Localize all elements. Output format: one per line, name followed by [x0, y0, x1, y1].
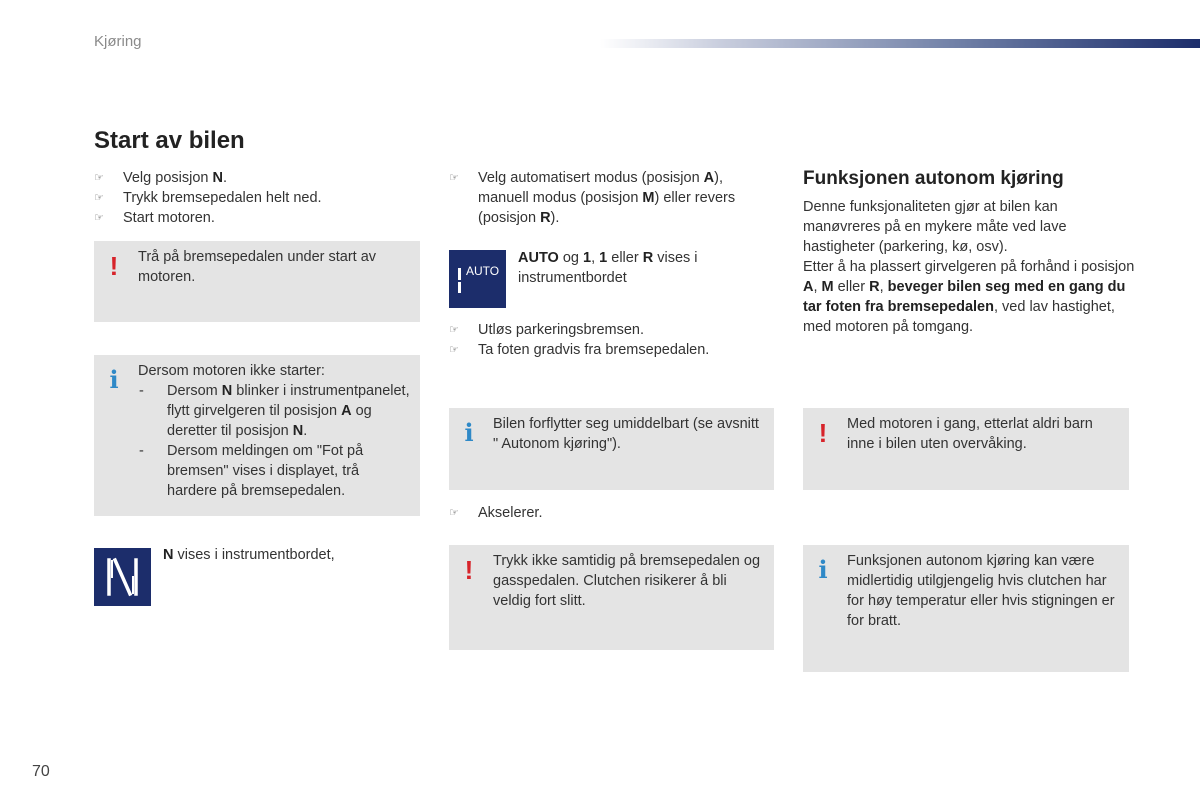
- paragraph: Denne funksjonaliteten gjør at bilen kan manøvreres på en mykere måte ved lave hastigheter (parkering, kø, osv).: [803, 199, 1067, 255]
- warning-text: Med motoren i gang, etterlat aldri barn inne i bilen uten overvåking.: [847, 416, 1093, 452]
- info-box-car-moves: [449, 408, 774, 490]
- mode-step-list: [449, 168, 767, 228]
- warning-box-pedals: [449, 545, 774, 650]
- brake-release-steps-list: [449, 320, 767, 360]
- pointing-hand-icon: ☞: [449, 171, 459, 184]
- warning-text: Trykk ikke samtidig på bremsepedalen og gasspedalen. Clutchen risikerer å bli veldig fort slitt.: [493, 553, 761, 609]
- pointing-hand-icon: ☞: [449, 323, 459, 336]
- page-title: Start av bilen: [94, 127, 245, 154]
- list-item: - Dersom meldingen om "Fot på bremsen" vises i displayet, trå hardere på bremsepedalen.: [139, 443, 364, 499]
- info-text: Bilen forflytter seg umiddelbart (se avsnitt " Autonom kjøring").: [493, 416, 759, 452]
- info-box-engine-not-starting: [94, 355, 420, 516]
- exclamation-icon: !: [464, 555, 474, 585]
- info-sublist: [138, 381, 412, 501]
- list-item: - Dersom N blinker i instrumentpanelet, flytt girvelgeren til posisjon A og deretter til posisjon N.: [139, 383, 410, 439]
- warning-box-children: [803, 408, 1129, 490]
- info-text: [138, 361, 412, 501]
- exclamation-icon: !: [818, 418, 828, 448]
- list-item: ☞ Velg posisjon N.: [94, 170, 227, 186]
- auto-mode-display-icon: [449, 250, 506, 308]
- accelerate-step-list: [449, 503, 767, 523]
- n-display-caption: N vises i instrumentbordet,: [163, 547, 335, 563]
- info-icon: i: [464, 418, 474, 447]
- pointing-hand-icon: ☞: [449, 506, 459, 519]
- list-item: ☞ Ta foten gradvis fra bremsepedalen.: [449, 342, 710, 358]
- pointing-hand-icon: ☞: [94, 211, 104, 224]
- exclamation-icon: !: [109, 251, 119, 281]
- pointing-hand-icon: ☞: [449, 343, 459, 356]
- info-icon: i: [818, 555, 828, 584]
- pointing-hand-icon: ☞: [94, 171, 104, 184]
- gear-n-display-icon: [94, 548, 151, 606]
- list-item: ☞ Velg automatisert modus (posisjon A), manuell modus (posisjon M) eller revers (posisjon R).: [449, 170, 736, 226]
- paragraph: Etter å ha plassert girvelgeren på forhånd i posisjon A, M eller R, beveger bilen seg med en gang du tar foten fra bremsepedalen, ved lav hastighet, med motoren på tomgang.: [803, 259, 1135, 335]
- info-box-clutch-temperature: [803, 545, 1129, 672]
- info-icon: i: [109, 365, 119, 394]
- page-number: 70: [32, 763, 50, 780]
- info-intro: Dersom motoren ikke starter:: [138, 363, 325, 379]
- warning-box-brake: [94, 241, 420, 322]
- list-item: ☞ Utløs parkeringsbremsen.: [449, 322, 644, 338]
- pointing-hand-icon: ☞: [94, 191, 104, 204]
- list-item: ☞ Trykk bremsepedalen helt ned.: [94, 190, 322, 206]
- section-label: Kjøring: [94, 33, 142, 50]
- auto-icon-label: AUTO: [466, 264, 500, 278]
- warning-text: Trå på bremsepedalen under start av motoren.: [138, 249, 377, 285]
- list-item: ☞ Akselerer.: [449, 505, 543, 521]
- start-steps-list: [94, 168, 424, 228]
- info-text: Funksjonen autonom kjøring kan være midlertidig utilgjengelig hvis clutchen har for høy temperatur eller hvis stigningen er for bratt.: [847, 553, 1115, 629]
- list-item: ☞ Start motoren.: [94, 210, 215, 226]
- header-gradient-bar: [600, 39, 1200, 48]
- auto-display-caption: AUTO og 1, 1 eller R vises i instrumentbordet: [518, 250, 698, 286]
- section-heading: Funksjonen autonom kjøring: [803, 168, 1064, 189]
- autonomous-description: [803, 197, 1135, 337]
